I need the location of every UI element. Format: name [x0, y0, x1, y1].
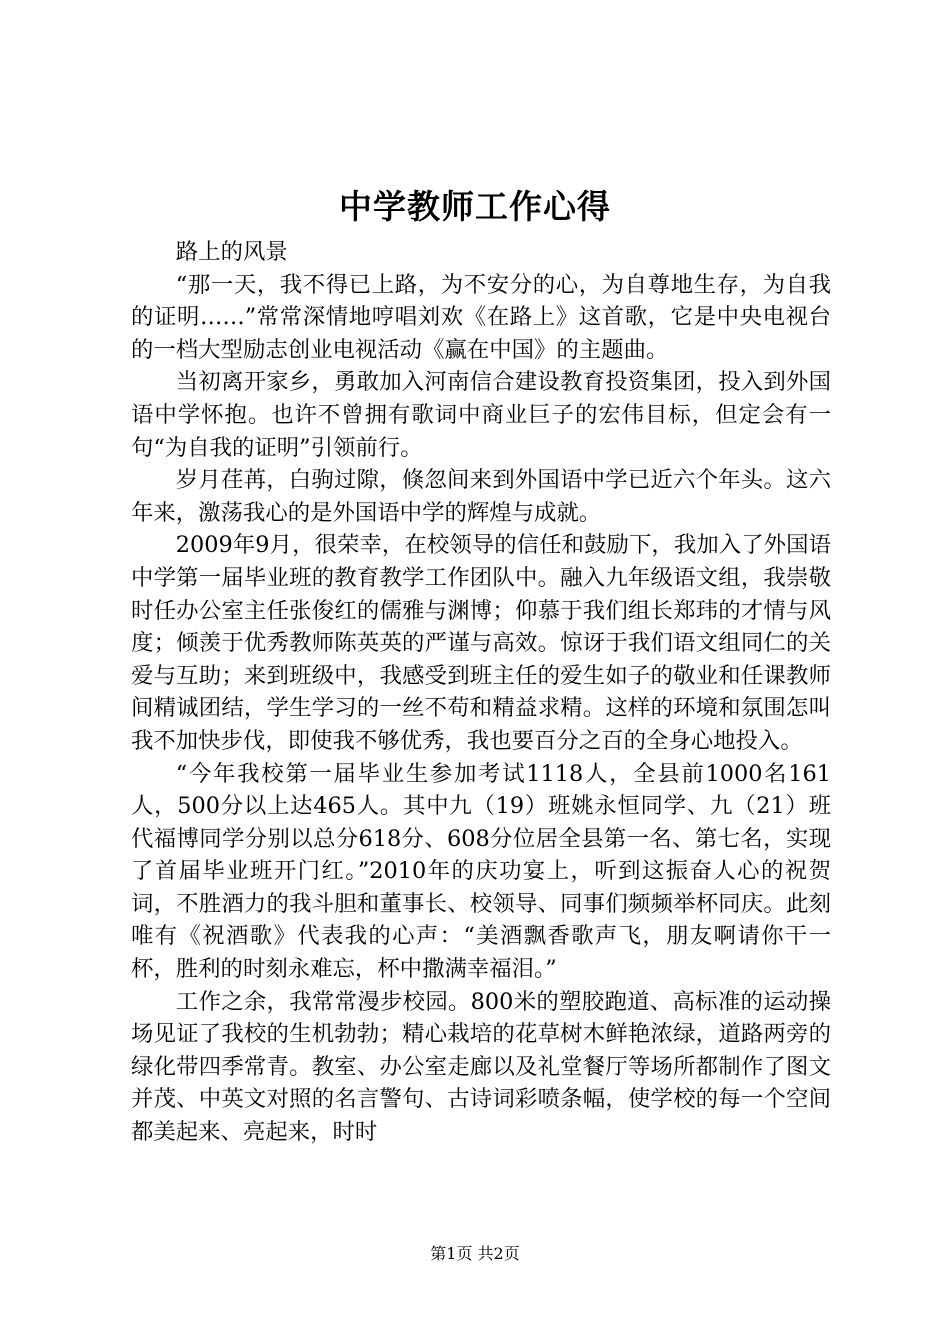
paragraph: 岁月荏苒，白驹过隙，倏忽间来到外国语中学已近六个年头。这六年来，激荡我心的是外国语中学的辉煌与成就。 [131, 467, 831, 526]
paragraph-subtitle: 路上的风景 [175, 239, 288, 265]
paragraph: 当初离开家乡，勇敢加入河南信合建设教育投资集团，投入到外国语中学怀抱。也许不曾拥有歌词中商业巨子的宏伟目标，但定会有一句“为自我的证明”引领前行。 [131, 369, 831, 461]
document-title: 中学教师工作心得 [339, 187, 611, 226]
paragraph: 2009年9月，很荣幸，在校领导的信任和鼓励下，我加入了外国语中学第一届毕业班的教育教学工作团队中。融入九年级语文组，我崇敬时任办公室主任张俊红的儒雅与渊博；仰慕于我们组长郑玮的才情与风度；倾羡于优秀教师陈英英的严谨与高效。惊讶于我们语文组同仁的关爱与互助；来到班级中，我感受到班主任的爱生如子的敬业和任课教师间精诚团结，学生学习的一丝不苟和精益求精。这样的环境和氛围怎叫我不加快步伐，即使我不够优秀，我也要百分之百的全身心地投入。 [131, 532, 831, 754]
paragraph: “那一天，我不得已上路，为不安分的心，为自尊地生存，为自我的证明……”常常深情地哼唱刘欢《在路上》这首歌，它是中央电视台的一档大型励志创业电视活动《赢在中国》的主题曲。 [131, 271, 831, 363]
paragraph: “今年我校第一届毕业生参加考试1118人，全县前1000名161人，500分以上达465人。其中九（19）班姚永恒同学、九（21）班代福博同学分别以总分618分、608分位居全县第一名、第七名，实现了首届毕业班开门红。”2010年的庆功宴上，听到这振奋人心的祝贺词，不胜酒力的我斗胆和董事长、校领导、同事们频频举杯同庆。此刻唯有《祝酒歌》代表我的心声：“美酒飘香歌声飞，朋友啊请你干一杯，胜利的时刻永难忘，杯中撒满幸福泪。” [131, 760, 831, 983]
document-body [131, 236, 831, 1149]
page-footer: 第1页 共2页 [430, 1244, 520, 1263]
paragraph: 工作之余，我常常漫步校园。800米的塑胶跑道、高标准的运动操场见证了我校的生机勃勃；精心栽培的花草树木鲜艳浓绿，道路两旁的绿化带四季常青。教室、办公室走廊以及礼堂餐厅等场所都制作了图文并茂、中英文对照的名言警句、古诗词彩喷条幅，使学校的每一个空间都美起来、亮起来，时时 [131, 988, 831, 1146]
